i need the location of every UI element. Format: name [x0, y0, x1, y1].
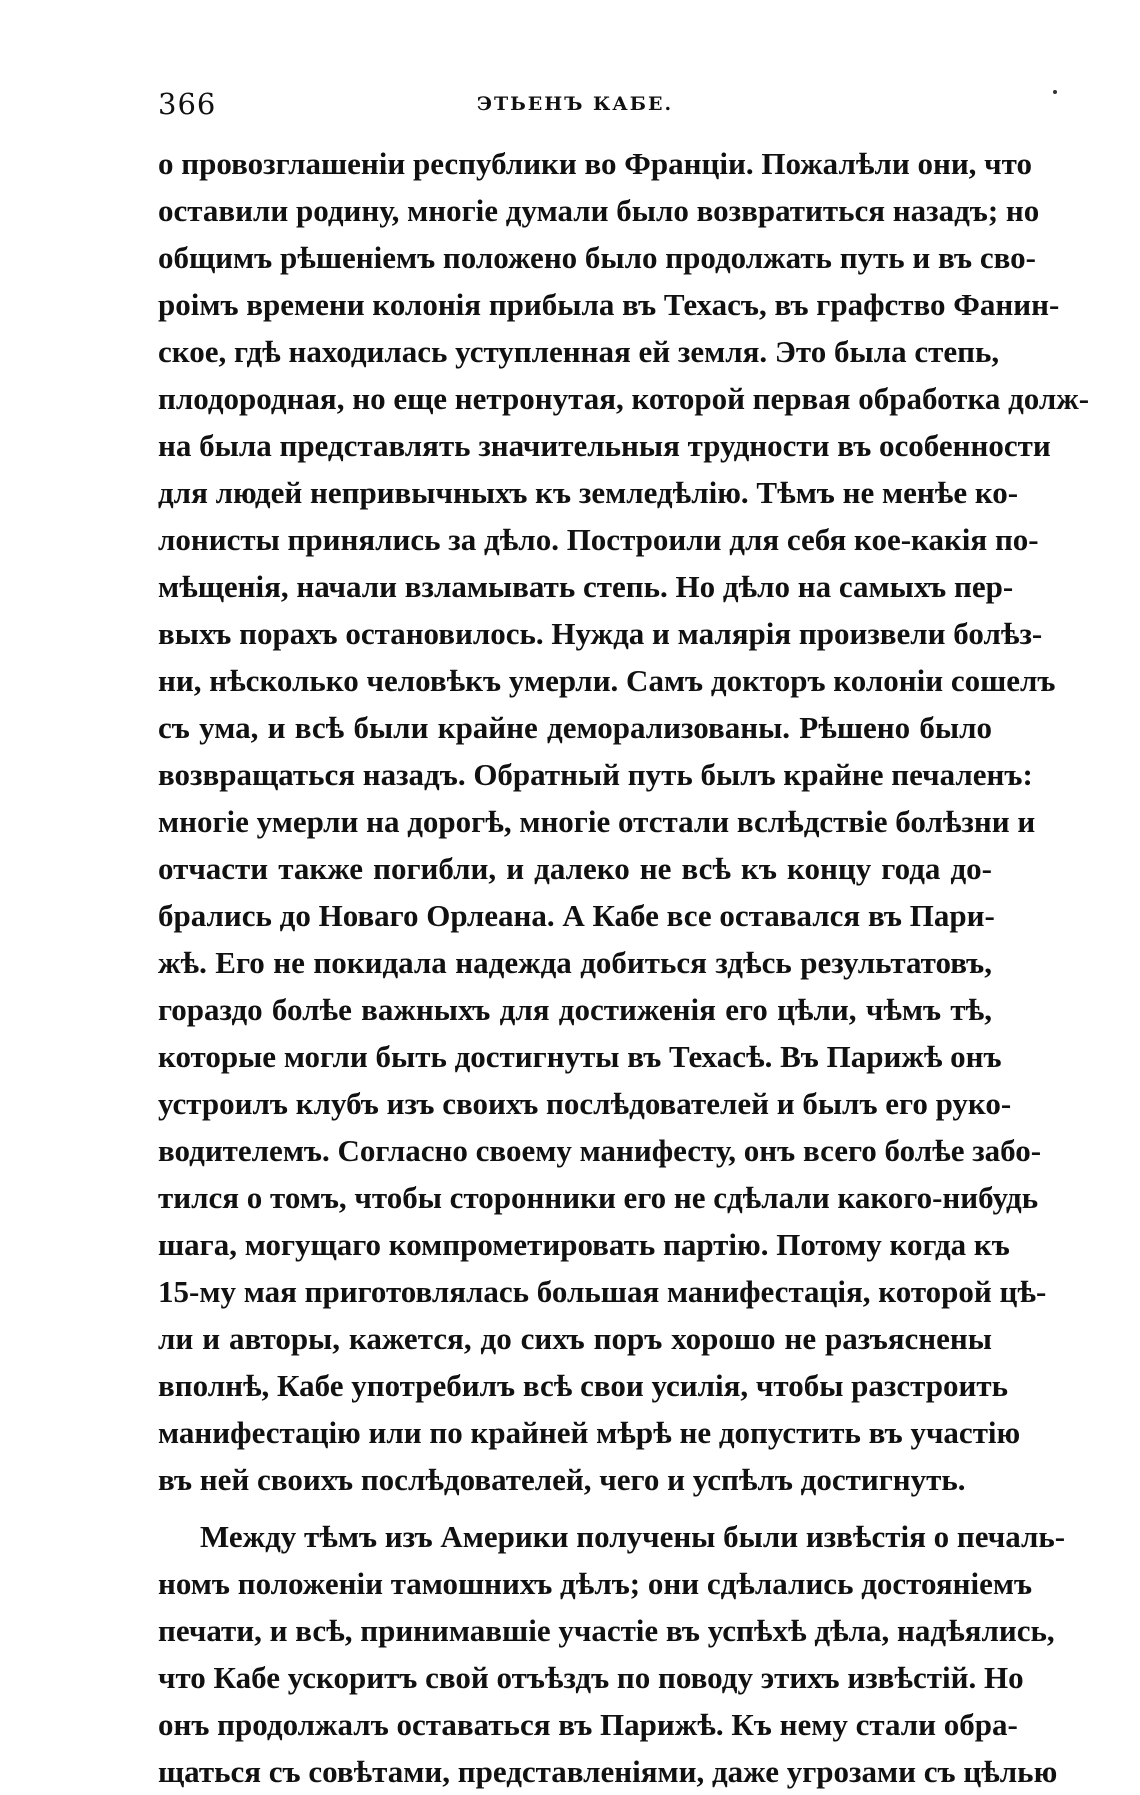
text-line: для людей непривычныхъ къ земледѣлію. Тѣмъ не менѣе ко-	[158, 475, 1019, 510]
body-text	[158, 140, 1090, 1795]
text-line: оставили родину, многіе думали было возвратиться назадъ; но	[158, 193, 1040, 228]
text-line: щаться съ совѣтами, представленіями, даже угрозами съ цѣлью	[158, 1754, 1058, 1789]
text-line: Между тѣмъ изъ Америки получены были извѣстія о печаль-	[200, 1519, 1066, 1554]
text-line: мѣщенія, начали взламывать степь. Но дѣло на самыхъ пер-	[158, 569, 1014, 604]
text-line: общимъ рѣшеніемъ положено было продолжать путь и въ сво-	[158, 240, 1036, 275]
text-line: съ ума, и всѣ были крайне деморализованы. Рѣшено было	[158, 710, 992, 745]
text-line: ли и авторы, кажется, до сихъ поръ хорошо не разъяснены	[158, 1321, 992, 1356]
running-head: ЭТЬЕНЪ КАБЕ.	[476, 93, 674, 115]
text-line: отчасти также погибли, и далеко не всѣ къ концу года до-	[158, 851, 992, 886]
text-line: ни, нѣсколько человѣкъ умерли. Самъ докторъ колоніи сошелъ	[158, 663, 1056, 698]
page-number: 366	[158, 87, 217, 121]
text-line: водителемъ. Согласно своему манифесту, онъ всего болѣе забо-	[158, 1133, 1042, 1168]
text-line: о провозглашеніи республики во Франціи. Пожалѣли они, что	[158, 146, 1032, 181]
text-line: шага, могущаго компрометировать партію. Потому когда къ	[158, 1227, 1010, 1262]
text-line: манифестацію или по крайней мѣрѣ не допустить въ участію	[158, 1415, 1021, 1450]
text-line: ское, гдѣ находилась уступленная ей земля. Это была степь,	[158, 334, 1000, 369]
paragraph-gap	[158, 1503, 992, 1513]
text-line: которые могли быть достигнуты въ Техасѣ. Въ Парижѣ онъ	[158, 1039, 1002, 1074]
text-line: тился о томъ, чтобы сторонники его не сдѣлали какого-нибудь	[158, 1180, 1039, 1215]
paragraph	[158, 140, 1090, 1503]
page-header	[158, 84, 992, 124]
text-line: что Кабе ускоритъ свой отъѣздъ по поводу этихъ извѣстій. Но	[158, 1660, 1024, 1695]
text-line: роімъ времени колонія прибыла въ Техасъ, въ графство Фанин-	[158, 287, 1060, 322]
text-line: многіе умерли на дорогѣ, многіе отстали вслѣдствіе болѣзни и	[158, 804, 1036, 839]
text-line: плодородная, но еще нетронутая, которой первая обработка долж-	[158, 381, 1090, 416]
text-line: устроилъ клубъ изъ своихъ послѣдователей и былъ его руко-	[158, 1086, 1012, 1121]
text-line: возвращаться назадъ. Обратный путь былъ крайне печаленъ:	[158, 757, 1033, 792]
text-line: онъ продолжалъ оставаться въ Парижѣ. Къ нему стали обра-	[158, 1707, 1018, 1742]
text-line: гораздо болѣе важныхъ для достиженія его цѣли, чѣмъ тѣ,	[158, 992, 992, 1027]
text-line: печати, и всѣ, принимавшіе участіе въ успѣхѣ дѣла, надѣялись,	[158, 1613, 1055, 1648]
text-line: выхъ порахъ остановилось. Нужда и малярія произвели болѣз-	[158, 616, 1043, 651]
text-line: 15-му мая приготовлялась большая манифестація, которой цѣ-	[158, 1274, 1047, 1309]
text-line: брались до Новаго Орлеана. А Кабе все оставался въ Пари-	[158, 898, 995, 933]
text-line: вполнѣ, Кабе употребилъ всѣ свои усилія, чтобы разстроить	[158, 1368, 1008, 1403]
text-line: жѣ. Его не покидала надежда добиться здѣсь результатовъ,	[158, 945, 992, 980]
text-line: на была представлять значительныя трудности въ особенности	[158, 428, 1051, 463]
print-speck	[1053, 90, 1057, 94]
text-line: номъ положеніи тамошнихъ дѣлъ; они сдѣлались достояніемъ	[158, 1566, 1033, 1601]
text-line: лонисты принялись за дѣло. Построили для себя кое-какія по-	[158, 522, 1039, 557]
text-line: въ ней своихъ послѣдователей, чего и успѣлъ достигнуть.	[158, 1462, 966, 1497]
paragraph	[158, 1513, 1066, 1795]
